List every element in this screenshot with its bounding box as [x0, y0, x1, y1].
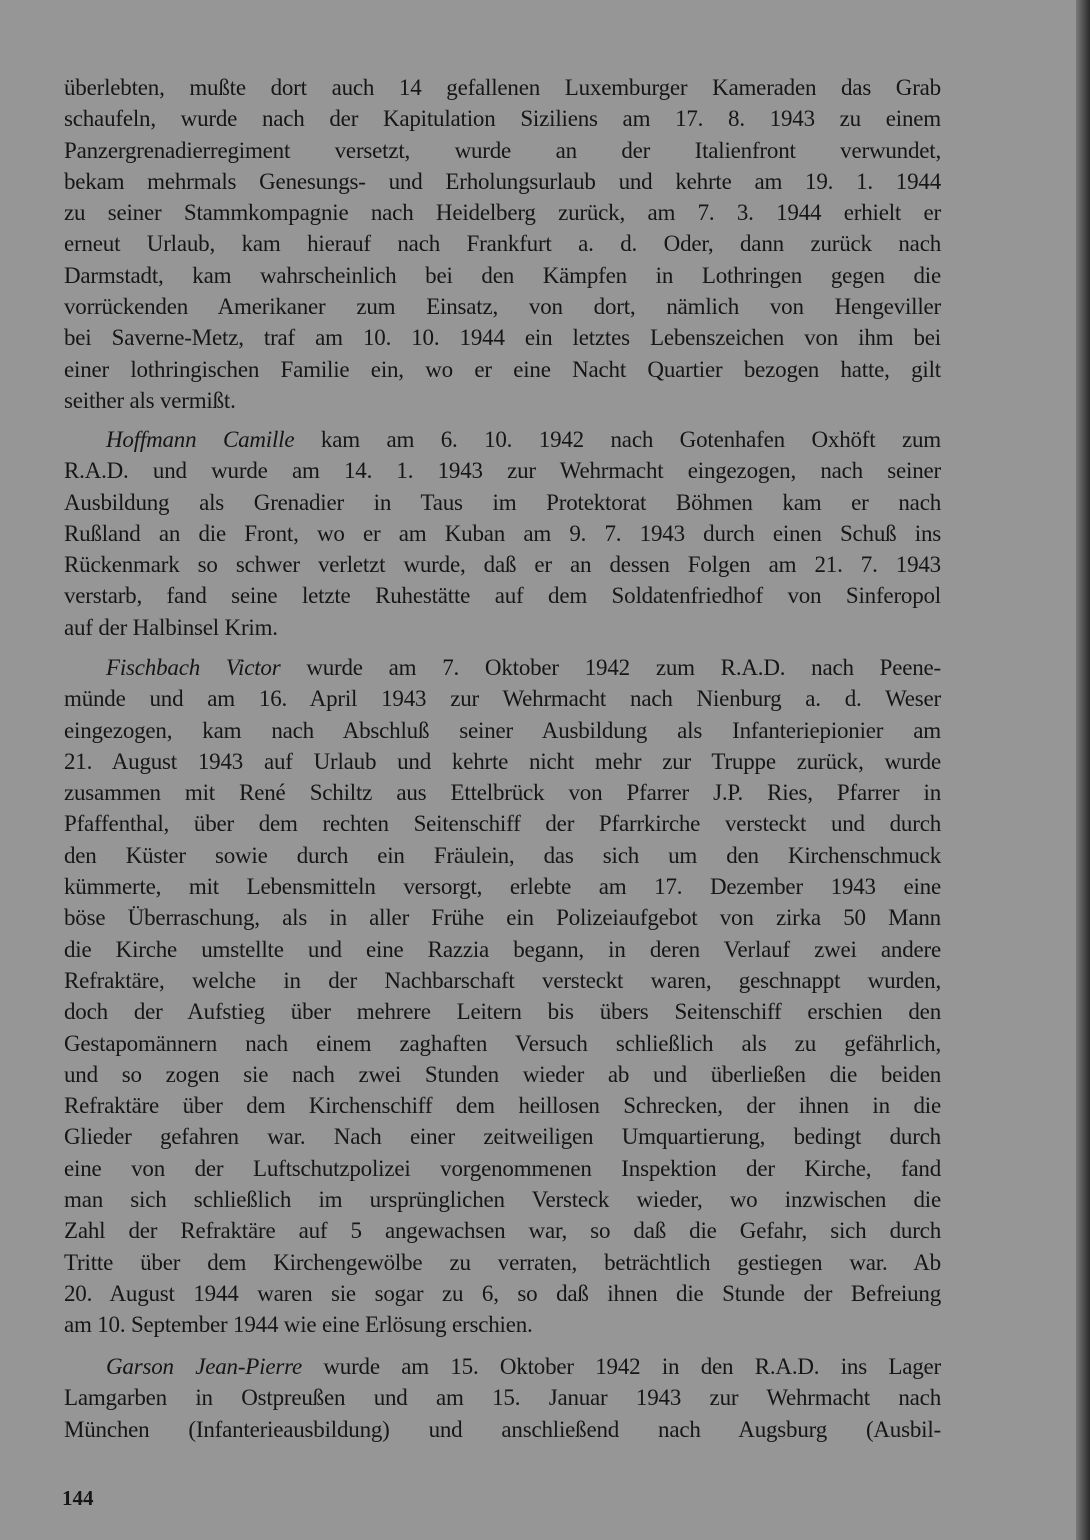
line-text: Ausbildung als Grenadier in Taus im Protektorat Böhmen kam er nach [64, 489, 941, 515]
text-line [64, 455, 941, 486]
paragraph-garson-jean-pierre [64, 1351, 941, 1445]
line-text: man sich schließlich im ursprünglichen Versteck wieder, wo inzwischen die [64, 1187, 941, 1213]
text-line [64, 518, 941, 549]
line-text: Rückenmark so schwer verletzt wurde, daß er an dessen Folgen am 21. 7. 1943 [64, 552, 941, 578]
line-text: Refraktäre, welche in der Nachbarschaft versteckt waren, geschnappt wurden, [64, 967, 941, 993]
line-text: kümmerte, mit Lebensmitteln versorgt, erlebte am 17. Dezember 1943 eine [64, 874, 941, 900]
line-text: München (Infanterieausbildung) und anschließend nach Augsburg (Ausbil- [64, 1416, 941, 1442]
text-line [64, 260, 941, 291]
line-text: Lamgarben in Ostpreußen und am 15. Januar 1943 zur Wehrmacht nach [64, 1385, 941, 1411]
text-line [64, 580, 941, 611]
text-line [64, 965, 941, 996]
line-text: wurde am 15. Oktober 1942 in den R.A.D. ins Lager [301, 1354, 941, 1379]
text-line [64, 354, 941, 385]
line-text: vorrückenden Amerikaner zum Einsatz, von dort, nämlich von Hengeviller [64, 294, 941, 320]
line-text: und so zogen sie nach zwei Stunden wieder ab und überließen die beiden [64, 1061, 941, 1087]
person-name: Garson Jean-Pierre [106, 1354, 302, 1379]
text-line [64, 322, 941, 353]
line-text: die Kirche umstellte und eine Razzia begann, in deren Verlauf zwei andere [64, 936, 941, 962]
text-line [64, 103, 941, 134]
line-text: Pfaffenthal, über dem rechten Seitenschiff der Pfarrkirche versteckt und durch [64, 811, 941, 837]
text-line [64, 1215, 941, 1246]
line-text: 20. August 1944 waren sie sogar zu 6, so daß ihnen die Stunde der Befreiung [64, 1280, 941, 1306]
page-number: 144 [62, 1486, 94, 1510]
text-line [64, 1247, 941, 1278]
text-line [64, 612, 941, 643]
line-text: 21. August 1943 auf Urlaub und kehrte nicht mehr zur Truppe zurück, wurde [64, 748, 941, 774]
book-binding-edge [1076, 0, 1090, 1540]
text-line [64, 715, 941, 746]
line-text: Glieder gefahren war. Nach einer zeitweiligen Umquartierung, bedingt durch [64, 1124, 941, 1150]
line-text: Tritte über dem Kirchengewölbe zu verraten, beträchtlich gestiegen war. Ab [64, 1249, 941, 1275]
text-line [64, 652, 941, 683]
line-text: doch der Aufstieg über mehrere Leitern bis übers Seitenschiff erschien den [64, 999, 941, 1025]
line-text: schaufeln, wurde nach der Kapitulation Siziliens am 17. 8. 1943 zu einem [64, 106, 941, 132]
text-line [64, 1090, 941, 1121]
line-text: bei Saverne-Metz, traf am 10. 10. 1944 ein letztes Lebenszeichen von ihm bei [64, 325, 941, 351]
text-line [64, 72, 941, 103]
paragraph-continuation [64, 72, 941, 416]
text-line [64, 683, 941, 714]
text-line [64, 1184, 941, 1215]
text-line [64, 1278, 941, 1309]
text-line [64, 902, 941, 933]
text-line [64, 1309, 941, 1340]
line-text: zu seiner Stammkompagnie nach Heidelberg zurück, am 7. 3. 1944 erhielt er [64, 200, 941, 226]
text-line [64, 1059, 941, 1090]
line-text: auf der Halbinsel Krim. [64, 614, 278, 640]
line-text: überlebten, mußte dort auch 14 gefallenen Luxemburger Kameraden das Grab [64, 75, 941, 100]
text-line [64, 1382, 941, 1413]
line-text: wurde am 7. Oktober 1942 zum R.A.D. nach Peene- [280, 655, 941, 680]
line-text: einer lothringischen Familie ein, wo er eine Nacht Quartier bezogen hatte, gilt [64, 356, 941, 382]
line-text: den Küster sowie durch ein Fräulein, das sich um den Kirchenschmuck [64, 842, 941, 868]
person-name: Hoffmann Camille [106, 427, 295, 452]
text-line [64, 934, 941, 965]
text-line [64, 1153, 941, 1184]
line-text: Zahl der Refraktäre auf 5 angewachsen war, so daß die Gefahr, sich durch [64, 1218, 941, 1244]
line-text: eine von der Luftschutzpolizei vorgenommenen Inspektion der Kirche, fand [64, 1155, 941, 1181]
text-line [64, 228, 941, 259]
line-text: böse Überraschung, als in aller Frühe ein Polizeiaufgebot von zirka 50 Mann [64, 905, 941, 931]
line-text: erneut Urlaub, kam hierauf nach Frankfurt a. d. Oder, dann zurück nach [64, 231, 941, 257]
text-line [64, 424, 941, 455]
text-line [64, 840, 941, 871]
text-line [64, 1351, 941, 1382]
line-text: Darmstadt, kam wahrscheinlich bei den Kämpfen in Lothringen gegen die [64, 262, 941, 288]
line-text: Refraktäre über dem Kirchenschiff dem heillosen Schrecken, der ihnen in die [64, 1093, 941, 1119]
line-text: bekam mehrmals Genesungs- und Erholungsurlaub und kehrte am 19. 1. 1944 [64, 168, 941, 194]
text-line [64, 385, 941, 416]
text-line [64, 166, 941, 197]
text-line [64, 487, 941, 518]
line-text: Gestapomännern nach einem zaghaften Versuch schließlich als zu gefährlich, [64, 1030, 941, 1056]
text-line [64, 1121, 941, 1152]
person-name: Fischbach Victor [106, 655, 281, 680]
line-text: münde und am 16. April 1943 zur Wehrmacht nach Nienburg a. d. Weser [64, 686, 941, 712]
text-line [64, 549, 941, 580]
text-line [64, 1028, 941, 1059]
paragraph-fischbach-victor [64, 652, 941, 1341]
text-line [64, 871, 941, 902]
line-text: zusammen mit René Schiltz aus Ettelbrück von Pfarrer J.P. Ries, Pfarrer in [64, 780, 941, 806]
text-line [64, 135, 941, 166]
line-text: kam am 6. 10. 1942 nach Gotenhafen Oxhöft zum [294, 427, 941, 452]
text-line [64, 808, 941, 839]
text-line [64, 746, 941, 777]
text-line [64, 996, 941, 1027]
line-text: eingezogen, kam nach Abschluß seiner Ausbildung als Infanteriepionier am [64, 717, 941, 743]
text-line [64, 777, 941, 808]
paragraph-hoffmann-camille [64, 424, 941, 643]
line-text: seither als vermißt. [64, 387, 236, 413]
text-line [64, 1414, 941, 1445]
line-text: Panzergrenadierregiment versetzt, wurde an der Italienfront verwundet, [64, 137, 941, 163]
text-line [64, 291, 941, 322]
line-text: verstarb, fand seine letzte Ruhestätte auf dem Soldatenfriedhof von Sinferopol [64, 583, 941, 609]
text-line [64, 197, 941, 228]
line-text: Rußland an die Front, wo er am Kuban am 9. 7. 1943 durch einen Schuß ins [64, 520, 941, 546]
line-text: R.A.D. und wurde am 14. 1. 1943 zur Wehrmacht eingezogen, nach seiner [64, 458, 941, 484]
line-text: am 10. September 1944 wie eine Erlösung erschien. [64, 1312, 533, 1338]
